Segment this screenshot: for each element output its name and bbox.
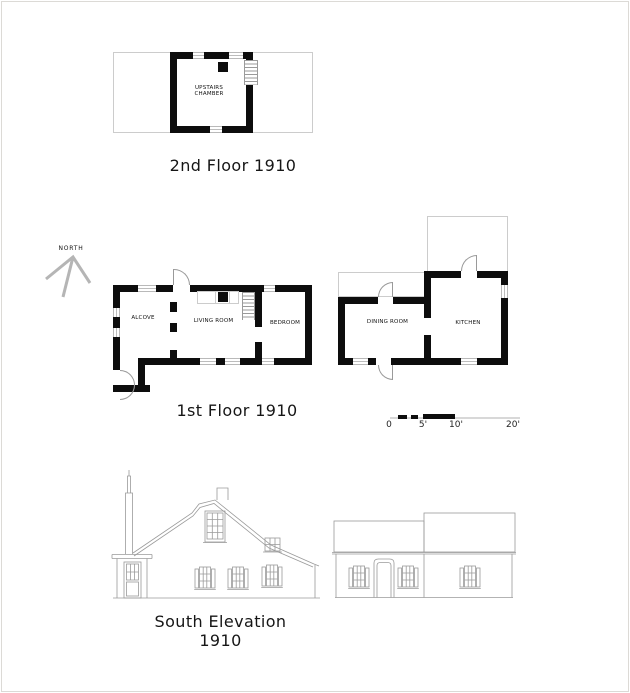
window-opening: [193, 52, 204, 59]
window-opening: [229, 52, 243, 59]
window-opening: [210, 126, 222, 133]
eave-lines: [332, 553, 516, 555]
gable-window-muntins: [207, 513, 223, 539]
north-label: NORTH: [58, 245, 84, 252]
door-opening: [376, 358, 391, 365]
scale-baseline: [390, 417, 520, 419]
scale-segment: [423, 414, 455, 419]
door-opening: [424, 318, 431, 335]
shuttered-window: [397, 566, 419, 589]
gambrel-roof-inner-line: [134, 504, 313, 568]
window-opening: [353, 358, 368, 365]
north-arrow-icon: [40, 248, 96, 302]
scale-segment: [411, 415, 418, 419]
porch-door-panel: [127, 582, 139, 596]
door-opening: [378, 297, 393, 304]
window-opening: [461, 358, 477, 365]
room-label-upstairs-chamber: UPSTAIRS CHAMBER: [194, 85, 224, 98]
shuttered-window: [459, 566, 481, 589]
interior-wall-stub: [170, 350, 177, 358]
shuttered-window: [261, 565, 283, 588]
interior-wall-stub: [170, 302, 177, 312]
west-chimney: [126, 470, 133, 554]
door-opening: [113, 370, 120, 385]
door-swing-arc: [174, 269, 190, 285]
door-opening: [173, 285, 190, 292]
window-opening: [501, 285, 508, 298]
scale-segment: [398, 415, 407, 419]
interior-wall-stub: [170, 323, 177, 332]
door-swing-arc: [120, 370, 135, 385]
window-opening: [262, 358, 274, 365]
room-label-living-room: LIVING ROOM: [193, 318, 234, 324]
window-opening: [225, 358, 240, 365]
window-opening: [200, 358, 216, 365]
door-swing-arc: [378, 365, 393, 380]
chimney-block: [218, 62, 228, 72]
caption-second-floor: 2nd Floor 1910: [169, 156, 297, 175]
hearth-divider: [229, 291, 230, 304]
ridge-chimney: [217, 488, 228, 500]
shuttered-window: [194, 567, 216, 590]
wall-lines: [336, 554, 512, 598]
small-window-muntins: [265, 538, 280, 551]
wing-house-elevation: [332, 513, 516, 598]
hearth-divider: [215, 291, 216, 304]
shuttered-window: [348, 566, 370, 589]
gable-window-frame: [205, 511, 225, 542]
door-opening: [461, 271, 477, 278]
gambrel-roof-line: [133, 500, 319, 566]
porch-door-muntins: [127, 564, 139, 580]
stairs: [242, 292, 255, 320]
scale-tick-5: 5': [418, 420, 428, 430]
room-label-alcove: ALCOVE: [131, 315, 155, 321]
door-opening: [255, 327, 262, 342]
door-swing-arc: [120, 385, 135, 400]
porch-roof: [112, 555, 152, 559]
window-opening: [138, 285, 156, 292]
right-roof-face: [424, 513, 515, 552]
scale-tick-10: 10': [449, 420, 463, 430]
stairs: [244, 60, 258, 85]
exterior-wall-west: [338, 297, 345, 365]
south-elevation-drawing: [100, 468, 520, 603]
shuttered-window: [227, 567, 249, 590]
caption-first-floor: 1st Floor 1910: [176, 401, 298, 420]
chimney-block: [218, 292, 228, 302]
room-label-bedroom: BEDROOM: [269, 320, 301, 326]
porch-walls: [117, 559, 147, 599]
window-opening: [113, 328, 120, 337]
caption-south-elevation: South Elevation 1910: [154, 612, 287, 650]
left-roof-face: [334, 521, 424, 552]
room-label-dining-room: DINING ROOM: [366, 319, 409, 325]
scale-tick-0: 0: [386, 420, 392, 430]
exterior-wall: [170, 52, 177, 133]
door-leaf-line: [377, 563, 391, 598]
window-opening: [264, 285, 275, 292]
gambrel-house-elevation: [112, 470, 320, 598]
scale-tick-20: 20': [506, 420, 520, 430]
room-label-kitchen: KITCHEN: [455, 320, 481, 326]
